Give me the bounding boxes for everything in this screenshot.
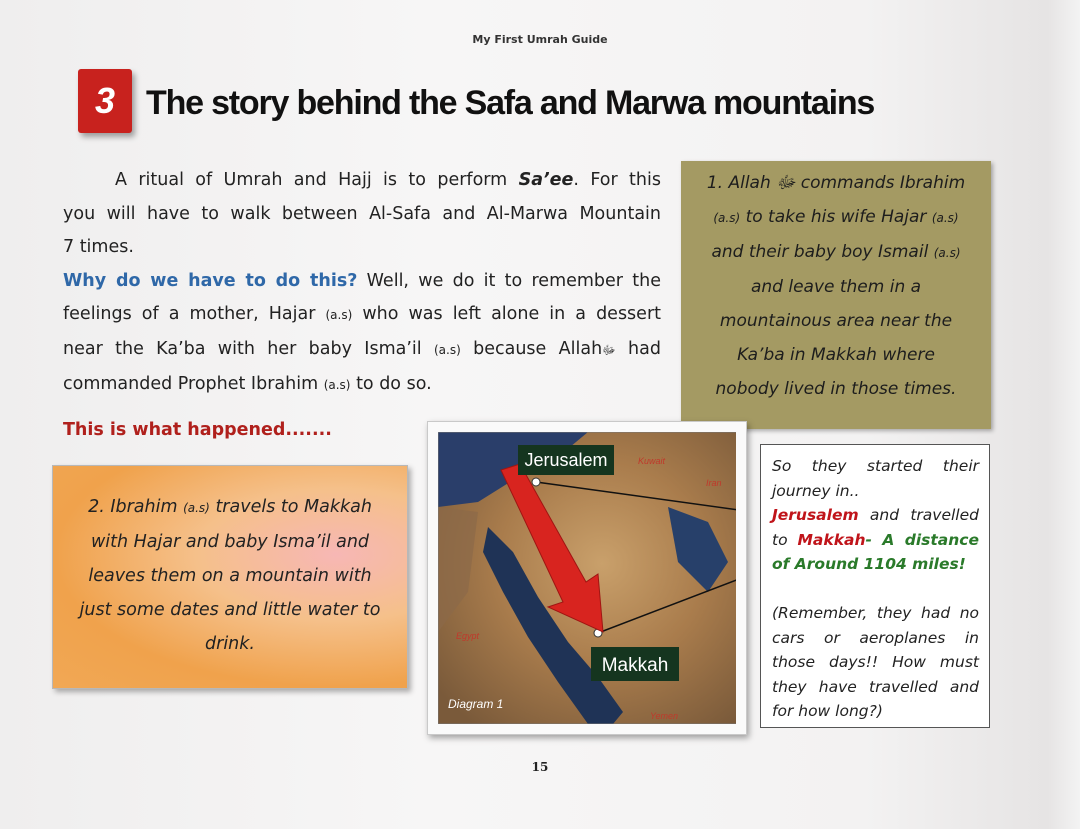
honorific: (a.s): [183, 501, 210, 515]
story-step-1-box: [681, 161, 991, 429]
step1-line: Ka’ba in Makkah where: [737, 345, 935, 365]
step2-text: travels to Makkah: [209, 497, 372, 517]
region-label: Egypt: [456, 631, 480, 641]
intro-text-segment: feelings of a mother, Hajar: [63, 304, 326, 325]
honorific: (a.s): [931, 211, 959, 225]
allah-glyph: ﷻ: [602, 342, 616, 357]
journey-line: they have travelled and: [772, 677, 979, 696]
map-diagram: [427, 421, 747, 735]
step1-line: 1. Allah ﷻ commands Ibrahim: [706, 173, 966, 193]
honorific: (a.s): [933, 246, 961, 260]
intro-text-segment: commanded Prophet Ibrahim: [63, 373, 324, 394]
intro-text-segment: . For this: [573, 170, 661, 190]
step1-text: and their baby boy Ismail: [711, 242, 934, 262]
step1-text: to take his wife Hajar: [740, 207, 932, 227]
honorific: (a.s): [713, 211, 741, 225]
journey-text: and travelled: [858, 506, 979, 525]
step2-line: [59, 490, 401, 525]
makkah-label: Makkah: [601, 655, 669, 676]
journey-line: journey in..: [772, 481, 860, 500]
makkah-highlight: Makkah: [797, 530, 866, 549]
step1-line: [689, 235, 983, 270]
journey-line: So they started their: [772, 457, 979, 475]
step1-line: and leave them in a: [750, 277, 922, 297]
honorific: (a.s): [433, 342, 461, 357]
intro-text-segment: had: [615, 338, 661, 359]
step1-line: mountainous area near the: [719, 311, 953, 331]
question-text: Why do we have to do this?: [63, 270, 358, 291]
intro-line-6: [63, 333, 661, 368]
intro-line-5: [63, 298, 661, 333]
intro-line-4: [63, 265, 661, 299]
intro-text-segment: because Allah: [460, 338, 603, 359]
distance-highlight: - A distance: [865, 530, 979, 549]
jerusalem-highlight: Jerusalem: [772, 506, 859, 525]
jerusalem-label: Jerusalem: [524, 450, 608, 470]
step2-line: leaves them on a mountain with: [88, 566, 372, 586]
honorific: (a.s): [323, 377, 351, 392]
journey-line: [772, 528, 979, 553]
jerusalem-dot: [532, 478, 540, 486]
journey-line: those days!! How must: [772, 653, 979, 672]
region-label: Kuwait: [638, 456, 666, 466]
running-header: My First Umrah Guide: [472, 33, 608, 46]
intro-text-segment: who was left alone in a dessert: [352, 304, 661, 325]
journey-line: (Remember, they had no: [772, 603, 979, 622]
intro-text-segment: A ritual of Umrah and Hajj is to perform: [115, 170, 519, 190]
chapter-title: The story behind the Safa and Marwa mountains: [146, 84, 875, 122]
intro-line-1: [63, 164, 661, 198]
intro-line-7: [63, 368, 661, 403]
intro-text-segment: Well, we do it to remember the: [366, 270, 661, 291]
journey-text: to: [772, 530, 798, 549]
this-is-what-happened: This is what happened.......: [63, 420, 332, 440]
journey-info-box: [760, 444, 990, 728]
step2-line: drink.: [205, 634, 255, 654]
journey-line: for how long?): [772, 702, 883, 721]
honorific: (a.s): [325, 308, 353, 323]
story-step-2-box: [52, 465, 408, 689]
spacer: [772, 577, 979, 601]
region-label: Iran: [706, 478, 722, 488]
distance-line: of Around 1104 miles!: [772, 555, 966, 574]
saee-term: Sa’ee: [518, 170, 574, 190]
diagram-caption: Diagram 1: [448, 697, 504, 711]
journey-line: [772, 503, 979, 528]
step2-line: with Hajar and baby Isma’il and: [90, 532, 370, 552]
region-label: Yemen: [650, 711, 679, 721]
step1-line: nobody lived in those times.: [715, 379, 957, 399]
page-number: 15: [531, 760, 549, 774]
step2-text: 2. Ibrahim: [88, 497, 184, 517]
chapter-number-badge: 3: [78, 69, 132, 133]
satellite-map: [438, 432, 736, 724]
step1-line: [689, 200, 983, 235]
intro-line-2: you will have to walk between Al-Safa and Al-Marwa Mountain: [63, 203, 661, 224]
intro-line-3: 7 times.: [63, 237, 134, 258]
step2-line: just some dates and little water to: [79, 600, 381, 620]
intro-text-segment: to do so.: [350, 373, 432, 394]
intro-text: [63, 164, 661, 402]
journey-line: cars or aeroplanes in: [772, 628, 979, 647]
intro-text-segment: near the Ka’ba with her baby Isma’il: [63, 338, 434, 359]
